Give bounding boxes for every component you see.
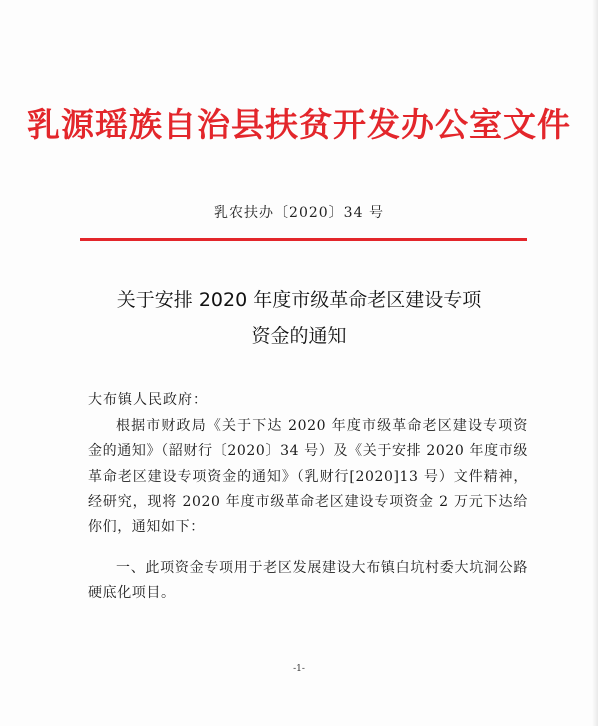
title-line-2: 资金的通知 [251, 325, 347, 347]
scan-edge-shadow [592, 0, 598, 726]
document-number: 乳农扶办〔2020〕34 号 [214, 205, 384, 221]
body-paragraph: 一、此项资金专项用于老区发展建设大布镇白坑村委大坑洞公路硬底化项目。 [88, 560, 528, 602]
title-line-1: 关于安排 2020 年度市级革命老区建设专项 [116, 289, 482, 311]
red-separator-line [80, 238, 527, 241]
document-title [0, 282, 598, 354]
salutation: 大布镇人民政府： [88, 392, 208, 408]
issuing-authority-header: 乳源瑶族自治县扶贫开发办公室文件 [27, 105, 571, 144]
body-paragraph: 根据市财政局《关于下达 2020 年度市级革命老区建设专项资金的通知》（韶财行〔2020〕34 号）及《关于安排 2020 年度市级革命老区建设专项资金的通知》（乳财行[2020]13 号）文件精神，经研究，现将 2020 年度市级革命老区建设专项资金 2 万元下达给你们，通知如下： [88, 418, 528, 536]
page-number: -1- [293, 664, 305, 674]
